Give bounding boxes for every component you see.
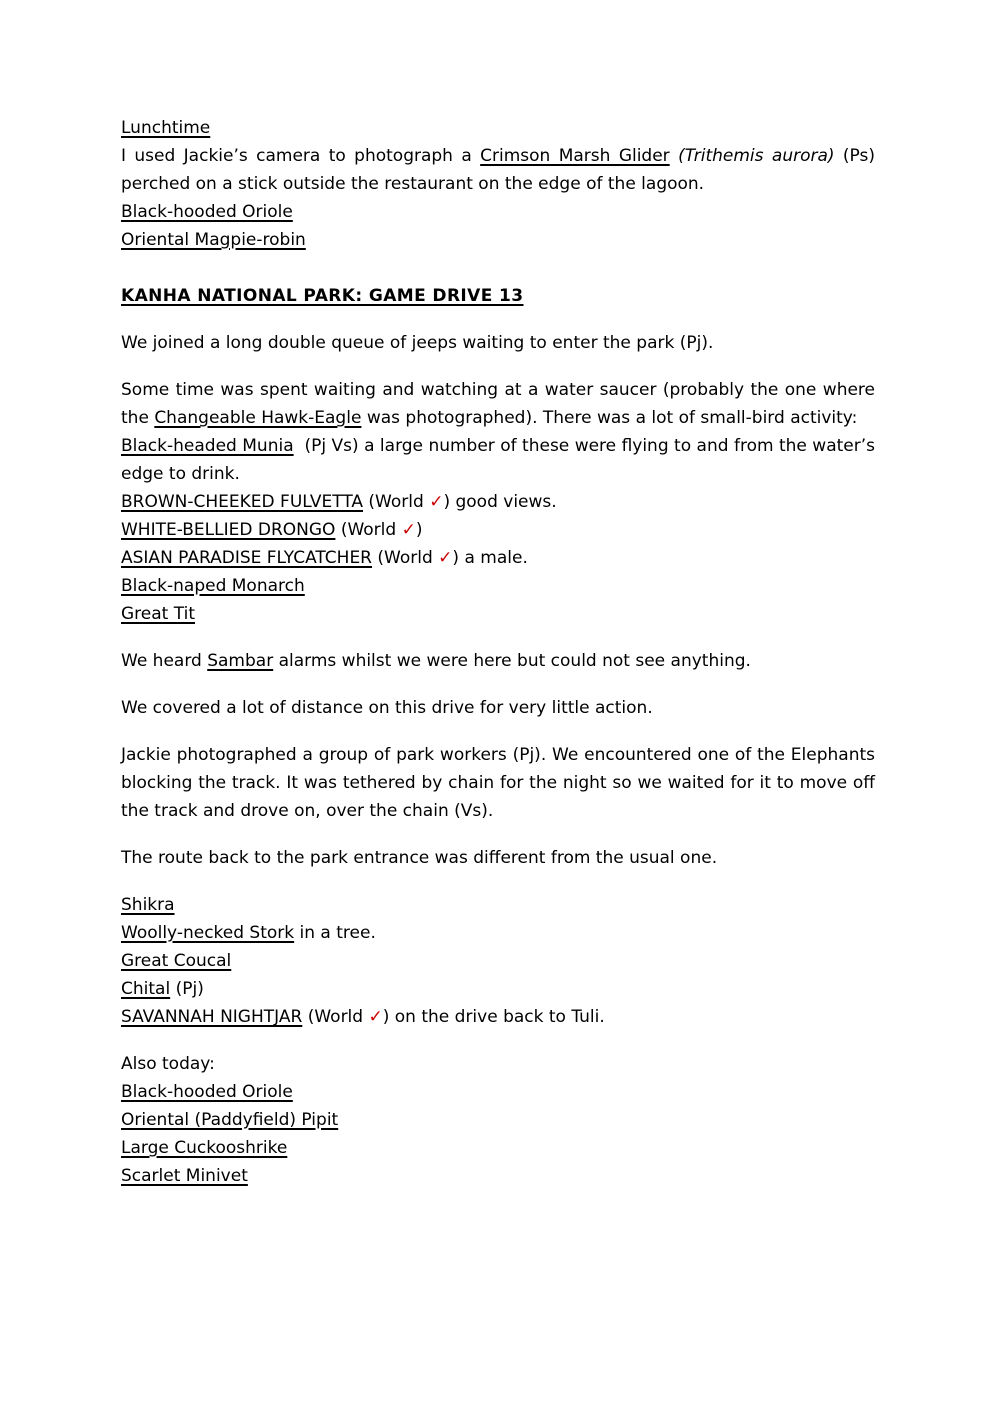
checkmark-icon: ✓	[368, 1007, 383, 1027]
section-heading	[121, 282, 875, 310]
text-run: ) good views.	[443, 492, 557, 512]
paragraph	[121, 694, 875, 722]
text-run: Crimson Marsh Glider	[480, 146, 670, 166]
paragraph	[121, 142, 875, 198]
text-run: Chital	[121, 979, 171, 999]
paragraph	[121, 975, 875, 1003]
paragraph	[121, 488, 875, 516]
paragraph	[121, 844, 875, 872]
paragraph	[121, 741, 875, 825]
text-run: Changeable Hawk-Eagle	[154, 408, 362, 428]
text-run: Lunchtime	[121, 118, 211, 138]
paragraph	[121, 600, 875, 628]
text-run: ) on the drive back to Tuli.	[382, 1007, 605, 1027]
paragraph	[121, 1003, 875, 1031]
paragraph	[121, 572, 875, 600]
text-run: Sambar	[207, 651, 274, 671]
text-run: Great Coucal	[121, 951, 232, 971]
text-run: Oriental Magpie-robin	[121, 230, 306, 250]
text-run: Oriental (Paddyfield) Pipit	[121, 1110, 339, 1130]
text-run: (Ps) perched on a stick outside the restaurant on the edge of the lagoon.	[121, 146, 875, 194]
checkmark-icon: ✓	[429, 492, 444, 512]
text-run: We joined a long double queue of jeeps waiting to enter the park (Pj).	[121, 333, 714, 353]
paragraph	[121, 226, 875, 254]
paragraph	[121, 114, 875, 142]
text-run: (Pj)	[170, 979, 204, 999]
text-run: (World	[372, 548, 439, 568]
paragraph	[121, 329, 875, 357]
text-run: Black-naped Monarch	[121, 576, 305, 596]
text-run: ASIAN PARADISE FLYCATCHER	[121, 548, 372, 568]
text-run: Shikra	[121, 895, 175, 915]
text-run: alarms whilst we were here but could not see anything.	[273, 651, 751, 671]
text-run	[670, 146, 678, 166]
checkmark-icon: ✓	[438, 548, 453, 568]
text-run: (World	[335, 520, 402, 540]
text-run: ) a male.	[452, 548, 528, 568]
paragraph	[121, 1134, 875, 1162]
text-run: We covered a lot of distance on this drive for very little action.	[121, 698, 653, 718]
text-run: BROWN-CHEEKED FULVETTA	[121, 492, 364, 512]
paragraph	[121, 647, 875, 675]
paragraph	[121, 947, 875, 975]
text-run: was photographed). There was a lot of small-bird activity:	[361, 408, 858, 428]
text-run: in a tree.	[294, 923, 376, 943]
text-run: SAVANNAH NIGHTJAR	[121, 1007, 303, 1027]
text-run: Black-hooded Oriole	[121, 1082, 293, 1102]
text-run: The route back to the park entrance was different from the usual one.	[121, 848, 718, 868]
text-run: Jackie photographed a group of park workers (Pj). We encountered one of the Elephants blocking the track. It was tethered by chain for the night so we waited for it to move off the track and drove on, over the chain (Vs).	[121, 745, 875, 821]
text-run: Black-hooded Oriole	[121, 202, 293, 222]
paragraph	[121, 919, 875, 947]
text-run: Woolly-necked Stork	[121, 923, 295, 943]
checkmark-icon: ✓	[401, 520, 416, 540]
paragraph	[121, 516, 875, 544]
paragraph	[121, 1078, 875, 1106]
text-run: (Trithemis aurora)	[678, 146, 835, 166]
paragraph	[121, 1106, 875, 1134]
text-run: Also today:	[121, 1054, 215, 1074]
text-run: (World	[363, 492, 430, 512]
paragraph	[121, 1162, 875, 1190]
paragraph	[121, 891, 875, 919]
text-run: KANHA NATIONAL PARK: GAME DRIVE 13	[121, 286, 524, 306]
paragraph	[121, 432, 875, 488]
text-run: (World	[302, 1007, 369, 1027]
text-run: Great Tit	[121, 604, 195, 624]
text-run: )	[415, 520, 423, 540]
paragraph	[121, 198, 875, 226]
text-run: Large Cuckooshrike	[121, 1138, 288, 1158]
text-run: I used Jackie’s camera to photograph a	[121, 146, 481, 166]
paragraph	[121, 376, 875, 432]
text-run: Scarlet Minivet	[121, 1166, 248, 1186]
text-run: (Pj Vs) a large number of these were flying to and from the water’s edge to drink.	[121, 436, 875, 484]
paragraph	[121, 544, 875, 572]
paragraph	[121, 1050, 875, 1078]
text-run: Some time was spent waiting and watching at a water saucer (probably the one where the	[121, 380, 875, 428]
text-run: Black-headed Munia	[121, 436, 294, 456]
text-run: We heard	[121, 651, 208, 671]
text-run: WHITE-BELLIED DRONGO	[121, 520, 336, 540]
